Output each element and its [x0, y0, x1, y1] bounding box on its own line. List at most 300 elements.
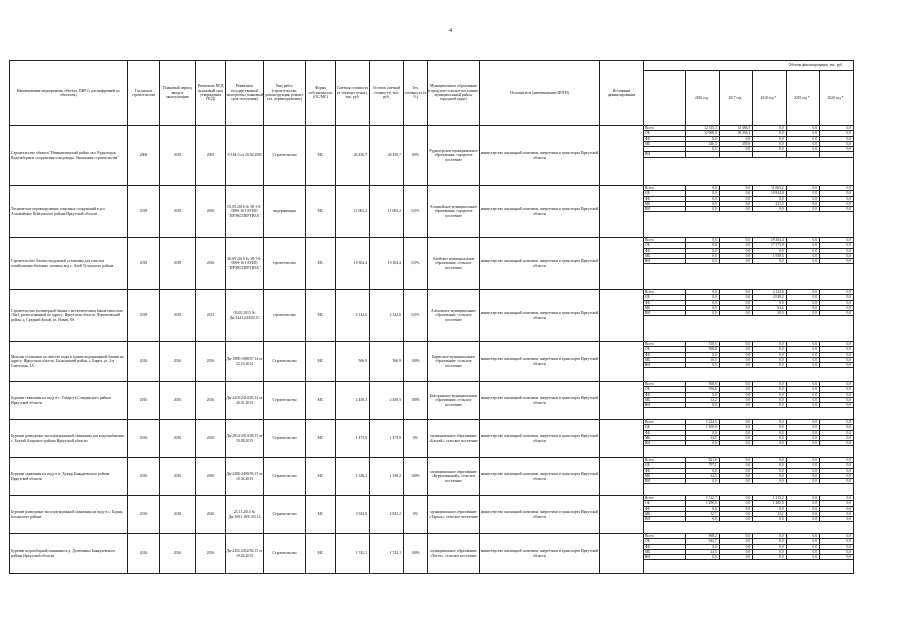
col-header-municipality: Муниципальное образование (городское/сельское поселение, муниципальный район, городской округ)	[428, 61, 480, 126]
row-psd: 2015	[196, 290, 226, 342]
financing-line	[644, 479, 853, 484]
financing-line	[644, 363, 853, 368]
financing-value: 0,0	[786, 549, 819, 554]
financing-value: 0,0	[719, 295, 752, 300]
financing-source-label: МБ	[644, 141, 686, 146]
financing-value: 0,0	[820, 357, 853, 362]
row-name: Строительство блочно-модульной установки для очистки хозяйственно-бытовых сточных вод с. Алей Тулунского района	[10, 238, 128, 290]
financing-value: 0,0	[753, 363, 786, 368]
financing-value: 0,0	[686, 259, 719, 264]
col-header-remaining: Остаток сметной стоимости, тыс. руб.	[370, 61, 404, 126]
financing-value: 246,3	[686, 141, 719, 146]
financing-value: 0,0	[719, 473, 752, 478]
financing-value: 0,0	[820, 479, 853, 484]
financing-value: 0,0	[753, 555, 786, 560]
row-executor: министерство жилищной политики, энергетики и транспорта Иркутской области	[480, 126, 600, 186]
financing-value: 0,0	[786, 458, 819, 463]
financing-value: 1 200,0	[753, 501, 786, 506]
financing-source-label: Всего	[644, 186, 686, 191]
row-expertise: Дн-2814-2814/08.15 от 10.08.2015	[226, 420, 264, 458]
financing-value: 24,5	[686, 549, 719, 554]
financing-value: 0,0	[753, 347, 786, 352]
financing-value: 0,0	[820, 382, 853, 387]
financing-value: 0,0	[786, 141, 819, 146]
row-expertise: 05.05.2016 № 38-1-6-0080-16 ГАУИО "ИРЭКСПЕРТИЗА"	[226, 186, 264, 238]
row-executor: министерство жилищной политики, энергетики и транспорта Иркутской области	[480, 496, 600, 534]
row-municipality: Биритское муниципальное образование, сельское поселение	[428, 342, 480, 382]
financing-value: 0,0	[686, 441, 719, 446]
financing-value: 0,0	[686, 352, 719, 357]
table-row	[10, 496, 854, 534]
financing-value: 0,0	[686, 506, 719, 511]
financing-source-label: ОБ	[644, 425, 686, 430]
financing-value: 0,0	[820, 243, 853, 248]
financing-value: 0,0	[686, 430, 719, 435]
row-start-year: 2016	[128, 534, 160, 574]
financing-value: 24,5	[686, 473, 719, 478]
row-financing	[644, 238, 854, 290]
financing-value: 0,0	[786, 403, 819, 408]
financing-value: 0,0	[686, 363, 719, 368]
financing-line	[644, 441, 853, 446]
financing-value: 0,0	[753, 342, 786, 347]
financing-value: 0,0	[753, 352, 786, 357]
financing-value: 0,0	[753, 259, 786, 264]
financing-value: 0,0	[786, 295, 819, 300]
row-readiness: 0%	[404, 420, 428, 458]
financing-value: 0,0	[820, 397, 853, 402]
financing-source-label: ОБ	[644, 347, 686, 352]
financing-value: 0,0	[719, 290, 752, 295]
financing-value: 0,0	[820, 253, 853, 258]
financing-value: 0,0	[820, 458, 853, 463]
row-executor: министерство жилищной политики, энергетики и транспорта Иркутской области	[480, 290, 600, 342]
row-cost: 1 475,9	[336, 420, 370, 458]
financing-value: 0,0	[786, 511, 819, 516]
financing-value: 0,0	[753, 479, 786, 484]
financing-value: 1 930,5	[753, 253, 786, 258]
financing-value: 0,0	[820, 186, 853, 191]
financing-value: 0,0	[753, 549, 786, 554]
row-expertise: Дн-2452-2452/02.15 от 19.02.2015	[226, 534, 264, 574]
financing-value: 568,8	[686, 382, 719, 387]
funding-group-header	[644, 61, 854, 126]
row-commission-year: 2016	[160, 420, 196, 458]
financing-value: 0,0	[786, 555, 819, 560]
financing-value: 0,0	[820, 191, 853, 196]
financing-value: 359,9	[719, 141, 752, 146]
financing-value: 0,0	[820, 207, 853, 212]
financing-value: 500,0	[686, 347, 719, 352]
financing-source-label: МБ	[644, 397, 686, 402]
financing-value: 30,0	[753, 311, 786, 316]
financing-value: 0,0	[686, 479, 719, 484]
financing-value: 0,0	[719, 392, 752, 397]
financing-source-label: ФБ	[644, 430, 686, 435]
financing-value: 0,0	[786, 430, 819, 435]
financing-value: 0,0	[686, 290, 719, 295]
financing-value: 0,0	[786, 243, 819, 248]
financing-value: 0,0	[786, 468, 819, 473]
col-header-source: Источники финансирования	[600, 61, 644, 126]
financing-source-label: МБ	[644, 511, 686, 516]
financing-value: 510,5	[686, 342, 719, 347]
financing-value: 0,0	[786, 147, 819, 152]
financing-value: 0,0	[753, 425, 786, 430]
financing-source-label: МБ	[644, 305, 686, 310]
financing-value: 0,0	[753, 382, 786, 387]
financing-value: 821,6	[686, 458, 719, 463]
row-cost: 19 304,4	[336, 238, 370, 290]
financing-value: 0,0	[820, 506, 853, 511]
financing-value: 0,0	[719, 496, 752, 501]
financing-value: 0,0	[686, 403, 719, 408]
financing-value: 0,0	[719, 435, 752, 440]
financing-value: 0,0	[719, 363, 752, 368]
financing-value: 0,0	[719, 430, 752, 435]
row-source-spacer	[600, 290, 644, 342]
financing-value: 0,0	[820, 430, 853, 435]
row-municipality: муниципальное образование «Тараса», сельское поселение	[428, 496, 480, 534]
financing-value: 0,0	[686, 201, 719, 206]
row-remaining: 566,9	[370, 342, 404, 382]
row-start-year: 2016	[128, 342, 160, 382]
financing-value: 0,0	[686, 468, 719, 473]
row-cost: 566,9	[336, 342, 370, 382]
row-cost: 26 450,7	[336, 126, 370, 186]
financing-source-label: ОБ	[644, 191, 686, 196]
row-source-spacer	[600, 382, 644, 420]
row-commission-year: 2018	[160, 126, 196, 186]
financing-value: 30 256,4	[719, 131, 752, 136]
row-municipality: Алеховское муниципальное образование, сельское поселение	[428, 290, 480, 342]
financing-value: 0,0	[786, 196, 819, 201]
financing-source-label: ФБ	[644, 468, 686, 473]
financing-value: 0,0	[820, 539, 853, 544]
row-financing	[644, 126, 854, 186]
financing-value: 0,0	[786, 479, 819, 484]
financing-value: 1 200,0	[686, 425, 719, 430]
row-cost: 3 942,0	[336, 496, 370, 534]
row-cost: 11 063,2	[336, 186, 370, 238]
col-header-ownership: Форма собственности (ОС/МС)	[306, 61, 336, 126]
financing-value: 0,0	[719, 425, 752, 430]
financing-value: 0,0	[786, 191, 819, 196]
financing-value: 0,0	[786, 253, 819, 258]
financing-value	[753, 152, 786, 157]
row-remaining: 19 304,4	[370, 238, 404, 290]
financing-value: 0,0	[786, 238, 819, 243]
col-header-cost: Сметная стоимость (в текущих ценах), тыс. руб.	[336, 61, 370, 126]
row-cost: 2 142,6	[336, 290, 370, 342]
table-header	[10, 61, 854, 126]
financing-value: 0,0	[820, 549, 853, 554]
financing-value: 0,0	[686, 311, 719, 316]
financing-value: 12 315,3	[686, 126, 719, 131]
financing-value: 0,0	[753, 392, 786, 397]
row-name: Строительство полимерной башни с металлическим баком емкостью 10м3, расположенной по адресу: Иркутская область, Черемховский район, д. Средний Булай, ул. Новая, 8А	[10, 290, 128, 342]
row-source-spacer	[600, 458, 644, 496]
financing-value: 24,5	[686, 435, 719, 440]
financing-value: 0,0	[753, 357, 786, 362]
financing-value: 0,0	[719, 243, 752, 248]
financing-value: 0,0	[786, 342, 819, 347]
row-ownership: МС	[306, 534, 336, 574]
financing-value: 12,2	[686, 397, 719, 402]
financing-value: 0,0	[686, 555, 719, 560]
row-start-year: 2016	[128, 496, 160, 534]
financing-source-label: Всего	[644, 382, 686, 387]
financing-value: 1 312,7	[686, 496, 719, 501]
year-header-2019: 2019 год *	[786, 71, 819, 126]
financing-value: 0,0	[820, 435, 853, 440]
financing-value: 0,0	[719, 207, 752, 212]
row-municipality: муниципальное образование «Хогот», сельское поселение	[428, 534, 480, 574]
financing-value: 0,0	[820, 420, 853, 425]
financing-value: 0,0	[786, 300, 819, 305]
row-ownership: МС	[306, 382, 336, 420]
financing-value: 0,0	[753, 506, 786, 511]
financing-value: 0,0	[719, 196, 752, 201]
row-work-type: Строительство	[264, 496, 306, 534]
financing-source-label: ВИ	[644, 403, 686, 408]
financing-value: 0,0	[786, 352, 819, 357]
financing-value: 797,1	[686, 463, 719, 468]
financing-value: 943,7	[686, 539, 719, 544]
financing-source-label: ВИ	[644, 207, 686, 212]
financing-value: 0,0	[753, 458, 786, 463]
financing-line	[644, 311, 853, 316]
financing-value: 0,0	[753, 248, 786, 253]
financing-value: 0,0	[686, 300, 719, 305]
row-commission-year: 2016	[160, 382, 196, 420]
row-financing	[644, 290, 854, 342]
row-cost: 1 742,1	[336, 534, 370, 574]
row-start-year: 2016	[128, 458, 160, 496]
financing-value: 12 068,0	[686, 131, 719, 136]
row-executor: министерство жилищной политики, энергетики и транспорта Иркутской области	[480, 420, 600, 458]
col-header-expertise: Реквизиты государственной экспертизы (плановый срок получения)	[226, 61, 264, 126]
financing-value: 0,0	[786, 397, 819, 402]
financing-value: 0,0	[786, 259, 819, 264]
financing-value: 0,0	[719, 201, 752, 206]
row-executor: министерство жилищной политики, энергетики и транспорта Иркутской области	[480, 458, 600, 496]
row-commission-year: 2016	[160, 342, 196, 382]
financing-value: 556,6	[686, 387, 719, 392]
financing-source-label: Всего	[644, 238, 686, 243]
financing-value: 0,0	[753, 441, 786, 446]
financing-value: 0,0	[786, 517, 819, 522]
financing-line	[644, 207, 853, 212]
financing-table-sheet	[9, 60, 853, 574]
financing-value: 0,0	[686, 186, 719, 191]
financing-value: 0,0	[686, 191, 719, 196]
row-ownership: МС	[306, 186, 336, 238]
financing-value: 0,0	[786, 186, 819, 191]
financing-value: 0,0	[686, 517, 719, 522]
financing-value: 0,0	[820, 463, 853, 468]
financing-value: 0,0	[753, 517, 786, 522]
row-remaining: 11 063,2	[370, 186, 404, 238]
row-readiness: 100%	[404, 382, 428, 420]
row-work-type: строительство	[264, 290, 306, 342]
financing-value: 0,0	[719, 136, 752, 141]
financing-value: 0,0	[786, 435, 819, 440]
row-remaining: 2 450,3	[370, 382, 404, 420]
financing-value: 0,0	[686, 196, 719, 201]
row-work-type: Строительство	[264, 342, 306, 382]
financing-value: 0,0	[719, 555, 752, 560]
col-header-work-type: Вид работ (строительство, реконструкция, ремонт, тех. перевооружение)	[264, 61, 306, 126]
financing-value: 0,0	[820, 305, 853, 310]
row-start-year: 2018	[128, 290, 160, 342]
row-source-spacer	[600, 420, 644, 458]
financing-value: 0,0	[719, 544, 752, 549]
financing-source-label: Всего	[644, 342, 686, 347]
table-row	[10, 382, 854, 420]
row-expertise: Э-184-3 от 20.04.2005	[226, 126, 264, 186]
financing-value: 0,0	[786, 305, 819, 310]
row-work-type: Строительство	[264, 382, 306, 420]
financing-value: 0,0	[719, 352, 752, 357]
financing-source-label: ОБ	[644, 243, 686, 248]
financing-source-label: ВИ	[644, 363, 686, 368]
financing-value: 0,0	[786, 131, 819, 136]
row-work-type: Строительство	[264, 126, 306, 186]
row-ownership: МС	[306, 496, 336, 534]
row-name: Строительство объекта "Нижнеилимский район, пгт. Рудногорск. Водозаборные сооружения и водоводы. Окончание строительства"	[10, 126, 128, 186]
row-cost: 1 338,2	[336, 458, 370, 496]
table-row	[10, 126, 854, 186]
year-header-2018: 2018 год *	[753, 71, 786, 126]
financing-value: 221,3	[753, 201, 786, 206]
financing-value: 0,0	[820, 347, 853, 352]
financing-value: 1 212,2	[753, 496, 786, 501]
financing-value: 0,0	[753, 403, 786, 408]
financing-value: 0,0	[786, 463, 819, 468]
financing-value: 0,0	[719, 458, 752, 463]
row-psd: 2016	[196, 496, 226, 534]
financing-value: 0,0	[686, 147, 719, 152]
row-readiness: 100%	[404, 342, 428, 382]
financing-value: 0,0	[820, 501, 853, 506]
financing-value: 10,5	[686, 357, 719, 362]
financing-value	[719, 152, 752, 157]
financing-value: 19 304,4	[753, 238, 786, 243]
financing-value: 0,0	[719, 441, 752, 446]
financing-value: 0,0	[719, 511, 752, 516]
row-readiness: 0%	[404, 496, 428, 534]
financing-source-label: Всего	[644, 496, 686, 501]
table-row	[10, 458, 854, 496]
financing-source-label: ФБ	[644, 248, 686, 253]
row-ownership: МС	[306, 342, 336, 382]
table-row	[10, 238, 854, 290]
page-number: 4	[449, 28, 452, 34]
col-header-commission: Плановый период ввода в эксплуатацию	[160, 61, 196, 126]
financing-value: 0,0	[786, 387, 819, 392]
row-source-spacer	[600, 342, 644, 382]
financing-source-label: Всего	[644, 534, 686, 539]
financing-value: 0,0	[820, 311, 853, 316]
financing-value: 0,0	[786, 136, 819, 141]
row-readiness: 0,0%	[404, 186, 428, 238]
row-psd: 2016	[196, 342, 226, 382]
row-expertise: 25.11.2014 № Дн-1691-1691/03.14	[226, 496, 264, 534]
financing-value: 0,0	[820, 342, 853, 347]
col-header-start: Год начала строительства	[128, 61, 160, 126]
financing-value: 0,0	[820, 201, 853, 206]
financing-source-label: ОБ	[644, 501, 686, 506]
row-psd: 2005	[196, 126, 226, 186]
financing-value: 0,0	[719, 191, 752, 196]
financing-value: 0,0	[753, 468, 786, 473]
row-psd: 2016	[196, 458, 226, 496]
financing-table	[9, 60, 854, 574]
financing-source-label: ОБ	[644, 463, 686, 468]
financing-value: 0,0	[719, 342, 752, 347]
financing-value: 1 290,0	[686, 501, 719, 506]
financing-value: 0,0	[719, 305, 752, 310]
row-remaining: 2 843,2	[370, 496, 404, 534]
financing-value: 0,0	[820, 295, 853, 300]
row-ownership: МС	[306, 420, 336, 458]
row-financing	[644, 342, 854, 382]
financing-value: 0,0	[719, 506, 752, 511]
row-commission-year: 2018	[160, 290, 196, 342]
year-header-2016: 2016 год	[686, 71, 719, 126]
financing-source-label: ВИ	[644, 259, 686, 264]
financing-line	[644, 555, 853, 560]
financing-value: 0,0	[820, 126, 853, 131]
row-financing	[644, 420, 854, 458]
financing-value: 0,0	[719, 186, 752, 191]
row-name: Бурение скважины на воду в с. Табарсук Слюдянского района Иркутской области	[10, 382, 128, 420]
financing-source-label: Всего	[644, 420, 686, 425]
financing-source-label: ФБ	[644, 300, 686, 305]
financing-value: 0,0	[719, 357, 752, 362]
row-work-type: Строительство	[264, 458, 306, 496]
financing-value: 0,0	[719, 311, 752, 316]
financing-value: 0,0	[820, 468, 853, 473]
financing-value: 0,0	[753, 430, 786, 435]
year-header-2020: 2020 год *	[827, 95, 844, 100]
table-row	[10, 420, 854, 458]
col-header-psd: Реквизиты ПСД (плановый срок утверждения ПСД)	[196, 61, 226, 126]
financing-value: 0,0	[753, 463, 786, 468]
financing-value	[786, 152, 819, 157]
row-financing	[644, 458, 854, 496]
financing-value: 0,0	[753, 196, 786, 201]
financing-source-label: Всего	[644, 458, 686, 463]
row-remaining: 1 338,2	[370, 458, 404, 496]
financing-line	[644, 152, 853, 157]
financing-value: 0,0	[719, 387, 752, 392]
financing-value: 0,0	[753, 397, 786, 402]
financing-value: 0,0	[786, 126, 819, 131]
financing-value: 0,0	[786, 506, 819, 511]
row-municipality: Рудногорское муниципальное образование, городское поселение	[428, 126, 480, 186]
row-work-type: модернизация	[264, 186, 306, 238]
financing-value: 0,0	[820, 517, 853, 522]
financing-source-label: ВИ	[644, 441, 686, 446]
row-municipality: муниципальное образование «Бахтай», сельское поселение	[428, 420, 480, 458]
financing-value: 0,0	[820, 425, 853, 430]
row-name: Бурение скважины на воду в п. Хужир Баяндаевского района Иркутской области	[10, 458, 128, 496]
financing-value: 0,0	[786, 544, 819, 549]
financing-value: 12,7	[686, 511, 719, 516]
row-municipality: Быстринское муниципальное образование, сельское поселение	[428, 382, 480, 420]
